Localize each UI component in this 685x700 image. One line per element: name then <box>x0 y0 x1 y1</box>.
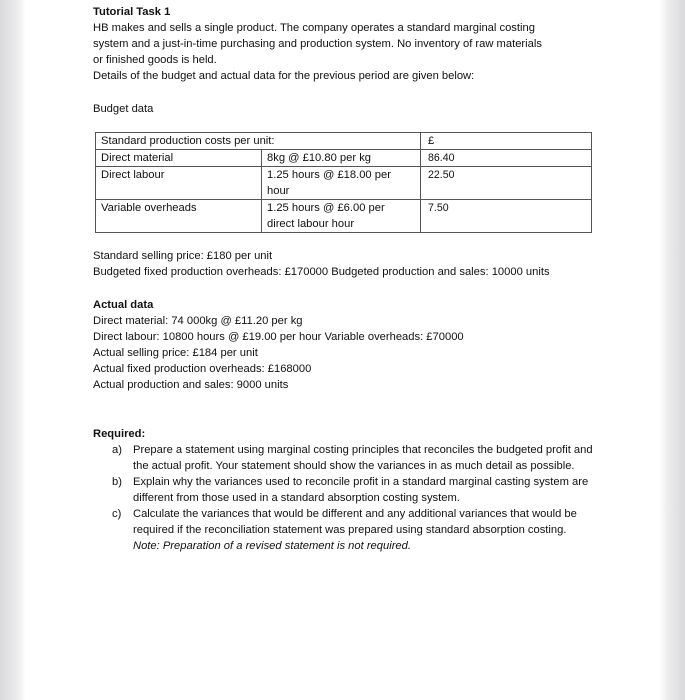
detail-cell: 8kg @ £10.80 per kg <box>262 150 421 167</box>
table-row <box>96 200 592 233</box>
item-cell: Variable overheads <box>96 200 262 233</box>
right-page-shadow <box>659 0 685 700</box>
table-row <box>96 167 592 200</box>
item-cell: Direct labour <box>96 167 262 200</box>
item-note: Note: Preparation of a revised statement is not required. <box>133 540 411 552</box>
actual-line: Actual selling price: £184 per unit <box>93 347 258 359</box>
actual-data-block <box>93 297 613 393</box>
required-block <box>93 426 593 554</box>
header-label-cell: Standard production costs per unit: <box>96 133 421 150</box>
standard-price-block <box>93 248 613 280</box>
item-text: Explain why the variances used to reconcile profit in a standard marginal casting system are different from those used in a standard absorption costing system. <box>133 476 589 504</box>
budget-table <box>95 132 592 233</box>
intro-line: or finished goods is held. <box>93 54 217 66</box>
budget-data-label: Budget data <box>93 103 154 115</box>
required-item-a <box>93 442 593 474</box>
item-text-body: Calculate the variances that would be different and any additional variances that would be required if the reconciliation statement was prepared using standard absorption costing. <box>133 508 577 536</box>
item-letter: b) <box>112 476 122 488</box>
intro-paragraph <box>93 20 593 84</box>
intro-line: Details of the budget and actual data for the previous period are given below: <box>93 70 475 82</box>
value-cell: 7.50 <box>421 200 592 233</box>
actual-line: Direct material: 74 000kg @ £11.20 per kg <box>93 315 303 327</box>
actual-line: Direct labour: 10800 hours @ £19.00 per hour Variable overheads: £70000 <box>93 331 464 343</box>
standard-line: Standard selling price: £180 per unit <box>93 250 273 262</box>
standard-line: Budgeted fixed production overheads: £170000 Budgeted production and sales: 10000 units <box>93 266 550 278</box>
task-title: Tutorial Task 1 <box>93 6 171 18</box>
value-cell: 86.40 <box>421 150 592 167</box>
header-currency-cell: £ <box>421 133 592 150</box>
value-cell: 22.50 <box>421 167 592 200</box>
actual-data-heading: Actual data <box>93 299 154 311</box>
item-letter: c) <box>112 508 122 520</box>
intro-line: HB makes and sells a single product. The company operates a standard marginal costing <box>93 22 535 34</box>
detail-cell: 1.25 hours @ £18.00 per hour <box>262 167 421 200</box>
actual-line: Actual fixed production overheads: £168000 <box>93 363 312 375</box>
required-item-c <box>93 506 593 554</box>
required-heading: Required: <box>93 428 146 440</box>
detail-cell: 1.25 hours @ £6.00 per direct labour hour <box>262 200 421 233</box>
item-text <box>133 506 593 554</box>
item-cell: Direct material <box>96 150 262 167</box>
actual-line: Actual production and sales: 9000 units <box>93 379 289 391</box>
intro-line: system and a just-in-time purchasing and production system. No inventory of raw materials <box>93 38 542 50</box>
item-text: Prepare a statement using marginal costing principles that reconciles the budgeted profit and the actual profit. Your statement should show the variances in as much detail as possible. <box>133 444 593 472</box>
table-header-row <box>96 133 592 150</box>
left-page-shadow <box>0 0 26 700</box>
table-row <box>96 150 592 167</box>
required-item-b <box>93 474 593 506</box>
item-letter: a) <box>112 444 122 456</box>
